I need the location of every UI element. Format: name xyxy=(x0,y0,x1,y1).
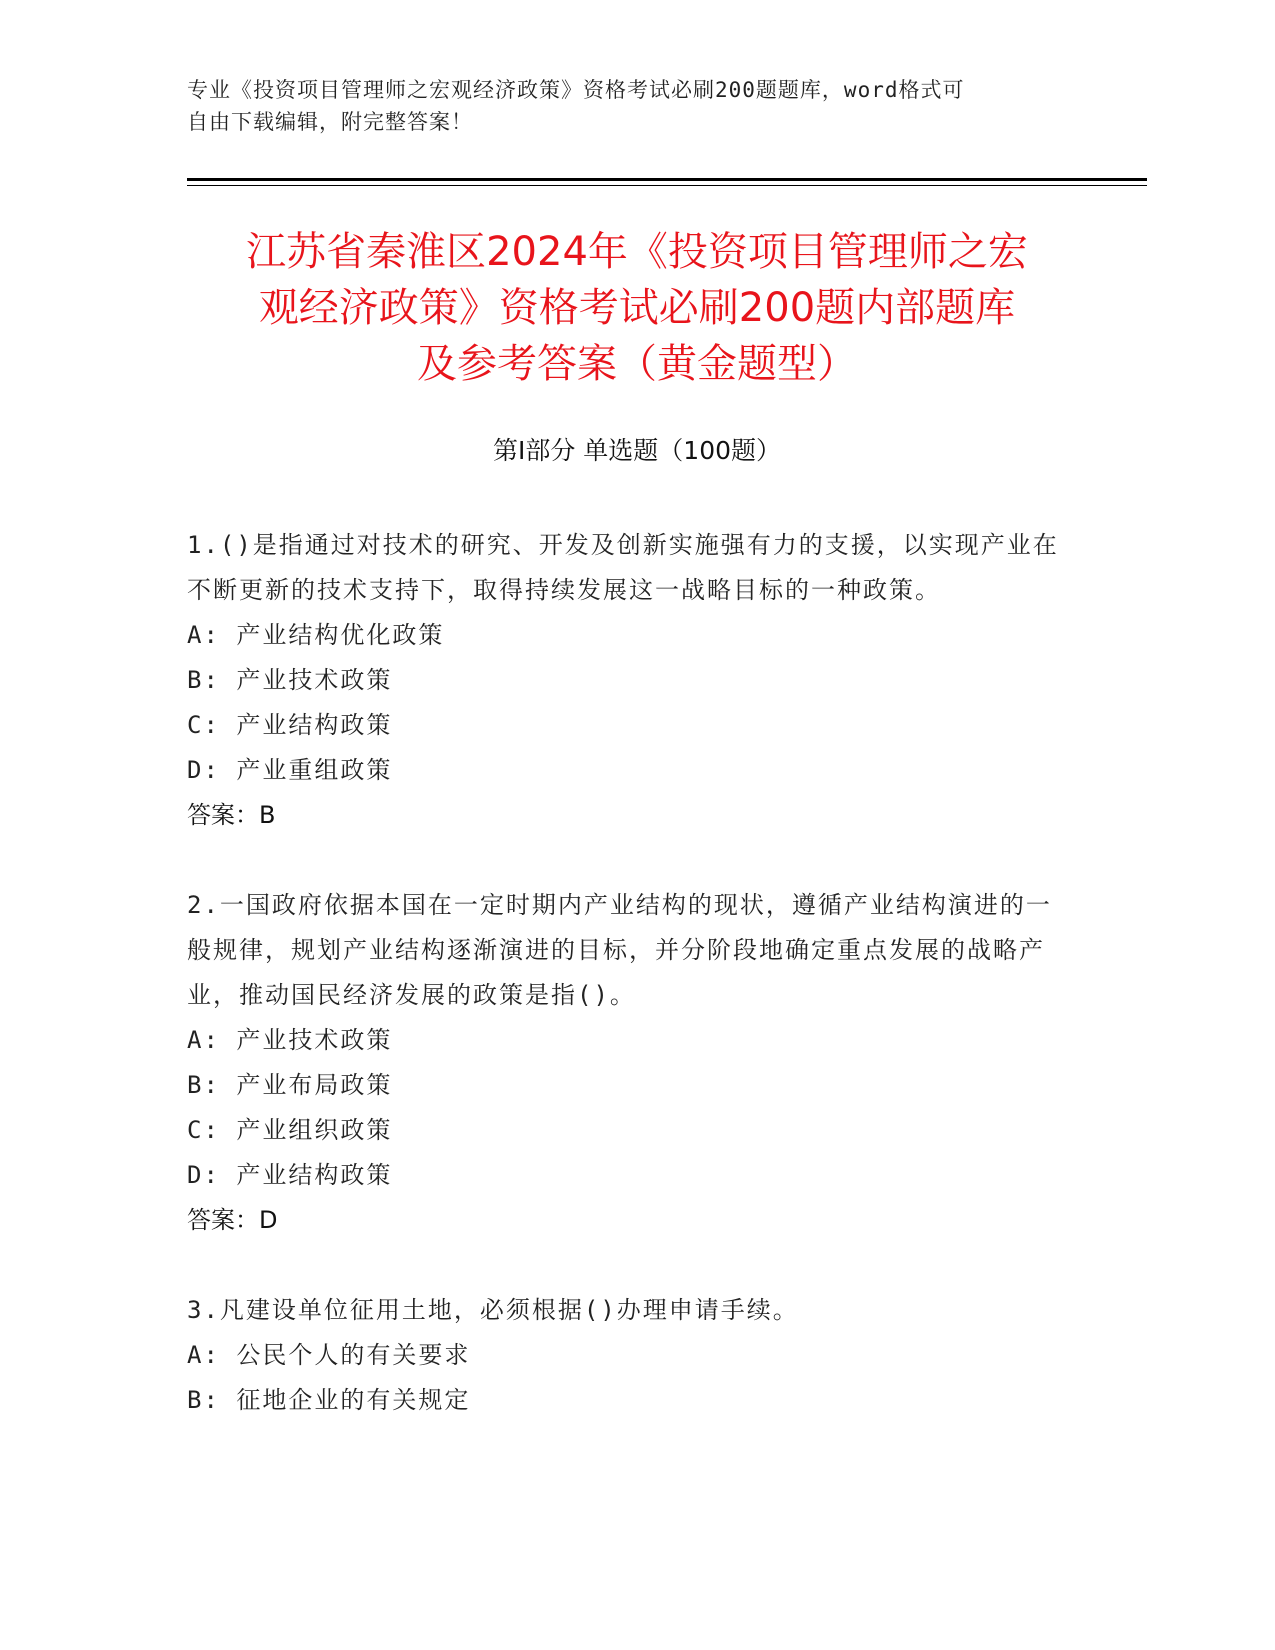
header-divider-thin xyxy=(187,185,1147,186)
title-line-1: 江苏省秦淮区2024年《投资项目管理师之宏 xyxy=(246,229,1028,275)
document-title xyxy=(187,224,1087,392)
question-1 xyxy=(187,523,1067,838)
header-divider-thick xyxy=(187,178,1147,181)
question-2 xyxy=(187,883,1067,1243)
question-list xyxy=(187,523,1067,1468)
section-title: 第Ⅰ部分 单选题（100题） xyxy=(492,436,782,465)
option-d: D: 产业重组政策 xyxy=(187,756,393,784)
option-a: A: 公民个人的有关要求 xyxy=(187,1341,471,1369)
question-text: 2.一国政府依据本国在一定时期内产业结构的现状，遵循产业结构演进的一般规律，规划产业结构逐渐演进的目标，并分阶段地确定重点发展的战略产业，推动国民经济发展的政策是指()。 xyxy=(187,891,1052,1009)
option-b: B: 产业技术政策 xyxy=(187,666,393,694)
option-d: D: 产业结构政策 xyxy=(187,1161,393,1189)
option-c: C: 产业结构政策 xyxy=(187,711,393,739)
question-3 xyxy=(187,1288,1067,1423)
answer: 答案：D xyxy=(187,1206,278,1234)
title-line-2: 观经济政策》资格考试必刷200题内部题库 xyxy=(258,285,1016,331)
option-b: B: 产业布局政策 xyxy=(187,1071,393,1099)
header-note xyxy=(187,74,1067,138)
answer: 答案：B xyxy=(187,801,276,829)
title-line-3: 及参考答案（黄金题型） xyxy=(417,341,857,387)
header-note-line-1: 专业《投资项目管理师之宏观经济政策》资格考试必刷200题题库，word格式可 xyxy=(187,78,965,102)
option-a: A: 产业结构优化政策 xyxy=(187,621,445,649)
option-b: B: 征地企业的有关规定 xyxy=(187,1386,471,1414)
question-text: 3.凡建设单位征用土地，必须根据()办理申请手续。 xyxy=(187,1296,799,1324)
question-text: 1.()是指通过对技术的研究、开发及创新实施强有力的支援，以实现产业在不断更新的技术支持下，取得持续发展这一战略目标的一种政策。 xyxy=(187,531,1059,604)
option-c: C: 产业组织政策 xyxy=(187,1116,393,1144)
header-note-line-2: 自由下载编辑，附完整答案！ xyxy=(187,110,473,134)
option-a: A: 产业技术政策 xyxy=(187,1026,393,1054)
